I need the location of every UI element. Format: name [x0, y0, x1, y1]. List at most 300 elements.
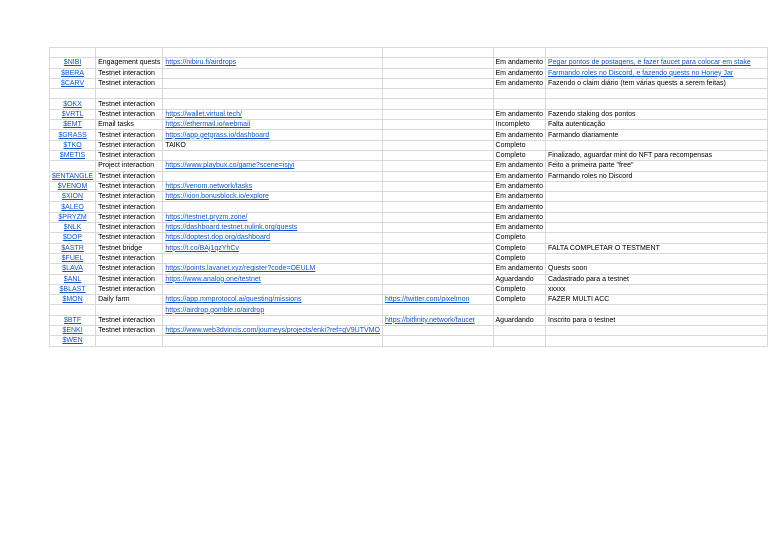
- table-row: [50, 181, 768, 191]
- link2-cell[interactable]: [382, 78, 493, 88]
- status-cell-text: Completo: [495, 255, 526, 263]
- token-cell[interactable]: [50, 99, 96, 109]
- token-cell[interactable]: [50, 120, 96, 130]
- link-cell[interactable]: [163, 223, 383, 233]
- note-cell[interactable]: [546, 109, 768, 119]
- status-cell[interactable]: [493, 48, 545, 58]
- link-cell-text[interactable]: https://www.playbux.co/game?scene=isjyi: [165, 162, 295, 170]
- link-cell[interactable]: [163, 150, 383, 160]
- status-cell-text: Em andamento: [495, 203, 543, 211]
- token-cell[interactable]: [50, 336, 96, 346]
- table-row: [50, 264, 768, 274]
- link-cell-text[interactable]: https://app.mmprotocol.ai/questing/missions: [165, 296, 302, 304]
- table-row: [50, 243, 768, 253]
- table-row: [50, 48, 768, 58]
- table-row: [50, 58, 768, 68]
- type-cell-text: Testnet interaction: [98, 110, 155, 118]
- token-cell[interactable]: [50, 295, 96, 305]
- type-cell[interactable]: [96, 99, 163, 109]
- table-row: [50, 120, 768, 130]
- token-cell-text[interactable]: $DOP: [63, 234, 83, 242]
- type-cell-text: Testnet interaction: [98, 285, 155, 293]
- note-cell[interactable]: [546, 295, 768, 305]
- type-cell[interactable]: [96, 336, 163, 346]
- spreadsheet-table: [49, 47, 768, 347]
- link-cell[interactable]: [163, 89, 383, 99]
- link-cell[interactable]: [163, 253, 383, 263]
- link-cell[interactable]: [163, 130, 383, 140]
- token-cell-text[interactable]: $LAVA: [62, 265, 83, 273]
- note-cell[interactable]: [546, 181, 768, 191]
- type-cell-text: Testnet interaction: [98, 183, 155, 190]
- status-cell[interactable]: [493, 284, 545, 294]
- note-cell[interactable]: [546, 192, 768, 202]
- table-row: [50, 109, 768, 119]
- note-cell[interactable]: [546, 223, 768, 233]
- status-cell[interactable]: [493, 99, 545, 109]
- note-cell-text: Falta autenticação: [548, 121, 606, 129]
- token-cell[interactable]: [50, 48, 96, 58]
- link-cell-text[interactable]: https://nibiru.fi/airdrops: [165, 59, 237, 67]
- note-cell-text: Fazendo staking dos pontos: [548, 110, 636, 118]
- type-cell[interactable]: [96, 284, 163, 294]
- token-cell-text[interactable]: $ASTR: [61, 244, 84, 252]
- link-cell[interactable]: [163, 181, 383, 191]
- status-cell[interactable]: [493, 120, 545, 130]
- status-cell[interactable]: [493, 161, 545, 171]
- link2-cell[interactable]: [382, 161, 493, 171]
- link-cell-text[interactable]: https://ethermail.io/webmail: [165, 121, 251, 129]
- token-cell[interactable]: [50, 150, 96, 160]
- link2-cell[interactable]: [382, 99, 493, 109]
- status-cell-text: Em andamento: [495, 213, 543, 221]
- note-cell-text: Feito a primeira parte "free": [548, 162, 634, 170]
- type-cell[interactable]: [96, 120, 163, 130]
- note-cell[interactable]: [546, 336, 768, 346]
- type-cell-text: Daily farm: [98, 296, 130, 304]
- status-cell[interactable]: [493, 78, 545, 88]
- table-row: [50, 295, 768, 305]
- spreadsheet-body: [50, 48, 768, 347]
- token-cell-text[interactable]: $VRTL: [61, 110, 84, 118]
- status-cell[interactable]: [493, 109, 545, 119]
- note-cell-text: FAZER MULTI ACC: [548, 296, 610, 304]
- token-cell[interactable]: [50, 315, 96, 325]
- type-cell[interactable]: [96, 315, 163, 325]
- status-cell-text: Em andamento: [495, 265, 543, 273]
- link2-cell[interactable]: [382, 89, 493, 99]
- link-cell-text[interactable]: https://www.analog.one/testnet: [165, 275, 261, 283]
- note-cell[interactable]: [546, 212, 768, 222]
- link-cell[interactable]: [163, 336, 383, 346]
- status-cell-text: Em andamento: [495, 183, 543, 190]
- link-cell-text[interactable]: https://app.getgrass.io/dashboard: [165, 131, 270, 139]
- type-cell-text: Project interaction: [98, 162, 155, 170]
- type-cell-text: Testnet interaction: [98, 100, 155, 108]
- type-cell[interactable]: [96, 295, 163, 305]
- link2-cell[interactable]: [382, 284, 493, 294]
- note-cell[interactable]: [546, 264, 768, 274]
- token-cell-text[interactable]: $BTF: [63, 316, 82, 324]
- note-cell[interactable]: [546, 58, 768, 68]
- status-cell-text: Completo: [495, 152, 526, 160]
- token-cell[interactable]: [50, 58, 96, 68]
- note-cell[interactable]: [546, 78, 768, 88]
- type-cell[interactable]: [96, 130, 163, 140]
- status-cell-text: Aguardando: [495, 316, 534, 324]
- type-cell[interactable]: [96, 223, 163, 233]
- link-cell[interactable]: [163, 305, 383, 315]
- status-cell-text: Em andamento: [495, 162, 543, 170]
- note-cell[interactable]: [546, 140, 768, 150]
- link2-cell[interactable]: [382, 171, 493, 181]
- type-cell-text: Testnet interaction: [98, 234, 155, 242]
- table-row: [50, 305, 768, 315]
- token-cell[interactable]: [50, 264, 96, 274]
- status-cell[interactable]: [493, 336, 545, 346]
- link-cell[interactable]: [163, 120, 383, 130]
- note-cell-text: Cadastrado para a testnet: [548, 275, 629, 283]
- status-cell-text: Completo: [495, 234, 526, 242]
- link2-cell[interactable]: [382, 264, 493, 274]
- token-cell-text[interactable]: $EMT: [63, 121, 82, 129]
- status-cell-text: Incompleto: [495, 121, 530, 129]
- type-cell-text: Engagement quests: [98, 59, 161, 67]
- status-cell[interactable]: [493, 233, 545, 243]
- link-cell[interactable]: [163, 295, 383, 305]
- note-cell-text: Inscrito para o testnet: [548, 316, 616, 324]
- link2-cell[interactable]: [382, 305, 493, 315]
- link-cell[interactable]: [163, 212, 383, 222]
- link2-cell[interactable]: [382, 140, 493, 150]
- note-cell-text: Farmando diariamente: [548, 131, 619, 139]
- type-cell-text: Testnet interaction: [98, 327, 155, 335]
- link2-cell[interactable]: [382, 212, 493, 222]
- token-cell-text[interactable]: $ENKI: [62, 327, 83, 335]
- type-cell[interactable]: [96, 212, 163, 222]
- table-row: [50, 161, 768, 171]
- token-cell[interactable]: [50, 202, 96, 212]
- link-cell-text[interactable]: https://testnet.pryzm.zone/: [165, 213, 248, 221]
- token-cell[interactable]: [50, 109, 96, 119]
- status-cell[interactable]: [493, 171, 545, 181]
- table-row: [50, 212, 768, 222]
- table-row: [50, 326, 768, 336]
- type-cell-text: Testnet interaction: [98, 152, 155, 160]
- note-cell[interactable]: [546, 161, 768, 171]
- type-cell[interactable]: [96, 140, 163, 150]
- type-cell[interactable]: [96, 78, 163, 88]
- status-cell-text: Completo: [495, 296, 526, 304]
- note-cell[interactable]: [546, 48, 768, 58]
- table-row: [50, 192, 768, 202]
- token-cell-text[interactable]: $NLK: [63, 224, 82, 232]
- token-cell-text[interactable]: $PRYZM: [58, 213, 87, 221]
- type-cell[interactable]: [96, 58, 163, 68]
- type-cell[interactable]: [96, 89, 163, 99]
- type-cell[interactable]: [96, 233, 163, 243]
- note-cell[interactable]: [546, 171, 768, 181]
- type-cell-text: Testnet interaction: [98, 213, 155, 221]
- token-cell[interactable]: [50, 161, 96, 171]
- status-cell[interactable]: [493, 202, 545, 212]
- link2-cell[interactable]: [382, 48, 493, 58]
- link2-cell[interactable]: [382, 295, 493, 305]
- link-cell[interactable]: [163, 78, 383, 88]
- status-cell-text: Em andamento: [495, 69, 543, 77]
- token-cell[interactable]: [50, 212, 96, 222]
- link-cell[interactable]: [163, 264, 383, 274]
- token-cell-text[interactable]: $CARV: [60, 80, 85, 88]
- link-cell[interactable]: [163, 284, 383, 294]
- type-cell[interactable]: [96, 161, 163, 171]
- link-cell[interactable]: [163, 315, 383, 325]
- type-cell[interactable]: [96, 68, 163, 78]
- link2-cell-text[interactable]: https://twitter.com/pixelmon: [384, 296, 470, 304]
- note-cell-text: Farmando roles no Discord: [548, 172, 633, 180]
- type-cell[interactable]: [96, 48, 163, 58]
- link2-cell[interactable]: [382, 233, 493, 243]
- status-cell[interactable]: [493, 181, 545, 191]
- link2-cell[interactable]: [382, 120, 493, 130]
- type-cell-text: Testnet interaction: [98, 131, 155, 139]
- link-cell-text[interactable]: https://airdrop.gomble.io/airdrop: [165, 306, 265, 314]
- type-cell[interactable]: [96, 326, 163, 336]
- status-cell[interactable]: [493, 130, 545, 140]
- type-cell-text: Testnet interaction: [98, 193, 155, 201]
- token-cell-text[interactable]: $ALEO: [61, 203, 84, 211]
- link2-cell[interactable]: [382, 130, 493, 140]
- link-cell-text[interactable]: https://doptest.dop.org/dashboard: [165, 234, 271, 242]
- link2-cell[interactable]: [382, 58, 493, 68]
- status-cell-text: Em andamento: [495, 131, 543, 139]
- table-row: [50, 89, 768, 99]
- token-cell-text[interactable]: $WEN: [62, 337, 83, 345]
- note-cell-text: Quests soon: [548, 265, 588, 273]
- status-cell[interactable]: [493, 68, 545, 78]
- type-cell[interactable]: [96, 243, 163, 253]
- type-cell-text: Testnet interaction: [98, 224, 155, 232]
- link-cell[interactable]: [163, 99, 383, 109]
- link-cell[interactable]: [163, 161, 383, 171]
- type-cell-text: Testnet interaction: [98, 172, 155, 180]
- status-cell-text: Completo: [495, 285, 526, 293]
- token-cell-text[interactable]: $ENTANGLE: [52, 172, 94, 180]
- token-cell[interactable]: [50, 89, 96, 99]
- note-cell[interactable]: [546, 315, 768, 325]
- token-cell-text[interactable]: $FUEL: [61, 255, 84, 263]
- note-cell[interactable]: [546, 150, 768, 160]
- token-cell[interactable]: [50, 274, 96, 284]
- note-cell[interactable]: [546, 274, 768, 284]
- status-cell-text: Em andamento: [495, 80, 543, 88]
- type-cell[interactable]: [96, 181, 163, 191]
- note-cell[interactable]: [546, 120, 768, 130]
- token-cell[interactable]: [50, 233, 96, 243]
- token-cell-text[interactable]: $BERA: [61, 69, 85, 77]
- link2-cell-text[interactable]: https://bitfinity.network/faucet: [384, 316, 475, 324]
- link-cell-text[interactable]: https://venom.network/tasks: [165, 183, 253, 190]
- token-cell[interactable]: [50, 223, 96, 233]
- note-cell-text: Fazendo o claim diário (tem várias quests a serem feitas): [548, 80, 726, 88]
- link2-cell[interactable]: [382, 336, 493, 346]
- table-row: [50, 99, 768, 109]
- note-cell-text[interactable]: Pegar pontos de postagens, e fazer faucet para colocar em stake: [548, 59, 751, 67]
- status-cell[interactable]: [493, 89, 545, 99]
- note-cell-text: FALTA COMPLETAR O TESTMENT: [548, 244, 660, 252]
- status-cell[interactable]: [493, 274, 545, 284]
- link-cell[interactable]: [163, 274, 383, 284]
- link2-cell[interactable]: [382, 253, 493, 263]
- table-row: [50, 78, 768, 88]
- note-cell[interactable]: [546, 253, 768, 263]
- token-cell[interactable]: [50, 326, 96, 336]
- token-cell-text[interactable]: $METIS: [59, 152, 86, 160]
- token-cell-text[interactable]: $NIBI: [63, 59, 82, 67]
- token-cell[interactable]: [50, 284, 96, 294]
- type-cell-text: Testnet interaction: [98, 316, 155, 324]
- status-cell[interactable]: [493, 212, 545, 222]
- note-cell-text: xxxxx: [548, 285, 566, 293]
- status-cell[interactable]: [493, 150, 545, 160]
- link2-cell[interactable]: [382, 192, 493, 202]
- type-cell-text: Testnet bridge: [98, 244, 143, 252]
- link-cell[interactable]: [163, 243, 383, 253]
- link2-cell[interactable]: [382, 274, 493, 284]
- type-cell-text: Testnet interaction: [98, 265, 155, 273]
- type-cell[interactable]: [96, 109, 163, 119]
- note-cell[interactable]: [546, 284, 768, 294]
- token-cell[interactable]: [50, 192, 96, 202]
- token-cell[interactable]: [50, 243, 96, 253]
- note-cell[interactable]: [546, 233, 768, 243]
- token-cell-text[interactable]: $XION: [62, 193, 84, 201]
- type-cell[interactable]: [96, 264, 163, 274]
- note-cell[interactable]: [546, 68, 768, 78]
- link-cell[interactable]: [163, 140, 383, 150]
- token-cell-text[interactable]: $GRASS: [58, 131, 87, 139]
- type-cell[interactable]: [96, 192, 163, 202]
- token-cell[interactable]: [50, 181, 96, 191]
- link-cell[interactable]: [163, 48, 383, 58]
- token-cell[interactable]: [50, 130, 96, 140]
- link-cell[interactable]: [163, 202, 383, 212]
- table-row: [50, 150, 768, 160]
- status-cell[interactable]: [493, 243, 545, 253]
- type-cell-text: Email tasks: [98, 121, 134, 129]
- type-cell[interactable]: [96, 253, 163, 263]
- link2-cell[interactable]: [382, 326, 493, 336]
- status-cell-text: Em andamento: [495, 59, 543, 67]
- link2-cell[interactable]: [382, 243, 493, 253]
- table-row: [50, 202, 768, 212]
- status-cell-text: Em andamento: [495, 110, 543, 118]
- status-cell[interactable]: [493, 223, 545, 233]
- type-cell[interactable]: [96, 305, 163, 315]
- link-cell[interactable]: [163, 326, 383, 336]
- link2-cell[interactable]: [382, 202, 493, 212]
- token-cell[interactable]: [50, 78, 96, 88]
- status-cell[interactable]: [493, 264, 545, 274]
- status-cell[interactable]: [493, 58, 545, 68]
- type-cell[interactable]: [96, 202, 163, 212]
- link-cell-text[interactable]: https://t.co/BAj1qzYhCv: [165, 244, 239, 252]
- link-cell-text[interactable]: https://wallet.virtual.tech/: [165, 110, 243, 118]
- type-cell[interactable]: [96, 171, 163, 181]
- table-row: [50, 284, 768, 294]
- status-cell-text: Em andamento: [495, 224, 543, 232]
- link-cell[interactable]: [163, 109, 383, 119]
- note-cell[interactable]: [546, 99, 768, 109]
- table-row: [50, 130, 768, 140]
- status-cell[interactable]: [493, 326, 545, 336]
- status-cell-text: Completo: [495, 244, 526, 252]
- note-cell[interactable]: [546, 243, 768, 253]
- link2-cell[interactable]: [382, 223, 493, 233]
- status-cell[interactable]: [493, 315, 545, 325]
- link-cell-text[interactable]: https://xion.bonusblock.io/explore: [165, 193, 269, 201]
- note-cell[interactable]: [546, 202, 768, 212]
- link2-cell[interactable]: [382, 109, 493, 119]
- token-cell[interactable]: [50, 171, 96, 181]
- token-cell-text[interactable]: $TKO: [63, 141, 82, 149]
- token-cell[interactable]: [50, 305, 96, 315]
- note-cell[interactable]: [546, 326, 768, 336]
- link-cell-text[interactable]: https://www.web3dvincis.com/journeys/projects/enki?ref=gV9UTVMO: [165, 327, 380, 335]
- link-cell-text[interactable]: https://points.lavanet.xyz/register?code=OEULM: [165, 265, 316, 273]
- token-cell-text[interactable]: $ANL: [63, 275, 82, 283]
- note-cell[interactable]: [546, 130, 768, 140]
- token-cell-text[interactable]: $VENOM: [57, 183, 88, 190]
- note-cell[interactable]: [546, 305, 768, 315]
- status-cell[interactable]: [493, 140, 545, 150]
- type-cell[interactable]: [96, 150, 163, 160]
- table-row: [50, 140, 768, 150]
- status-cell-text: Em andamento: [495, 172, 543, 180]
- table-row: [50, 253, 768, 263]
- type-cell-text: Testnet interaction: [98, 275, 155, 283]
- link-cell[interactable]: [163, 192, 383, 202]
- token-cell-text[interactable]: $OKX: [63, 100, 82, 108]
- link2-cell[interactable]: [382, 315, 493, 325]
- type-cell-text: Testnet interaction: [98, 80, 155, 88]
- note-cell-text: Finalizado, aguardar mint do NFT para recompensas: [548, 152, 713, 160]
- type-cell-text: Testnet interaction: [98, 203, 155, 211]
- status-cell[interactable]: [493, 295, 545, 305]
- link-cell[interactable]: [163, 233, 383, 243]
- link2-cell[interactable]: [382, 181, 493, 191]
- status-cell[interactable]: [493, 192, 545, 202]
- token-cell[interactable]: [50, 253, 96, 263]
- token-cell-text[interactable]: $MON: [62, 296, 83, 304]
- link2-cell[interactable]: [382, 150, 493, 160]
- status-cell[interactable]: [493, 253, 545, 263]
- link-cell-text: TAIKO: [165, 141, 186, 149]
- status-cell[interactable]: [493, 305, 545, 315]
- note-cell[interactable]: [546, 89, 768, 99]
- link-cell[interactable]: [163, 58, 383, 68]
- token-cell-text[interactable]: $BLAST: [59, 285, 86, 293]
- type-cell[interactable]: [96, 274, 163, 284]
- link2-cell[interactable]: [382, 68, 493, 78]
- note-cell-text[interactable]: Farmando roles no Discord, e fazendo quests no Honey Jar: [548, 69, 734, 77]
- link-cell[interactable]: [163, 68, 383, 78]
- table-row: [50, 336, 768, 346]
- token-cell[interactable]: [50, 140, 96, 150]
- link-cell[interactable]: [163, 171, 383, 181]
- link-cell-text[interactable]: https://dashboard.testnet.nulink.org/quests: [165, 224, 298, 232]
- token-cell[interactable]: [50, 68, 96, 78]
